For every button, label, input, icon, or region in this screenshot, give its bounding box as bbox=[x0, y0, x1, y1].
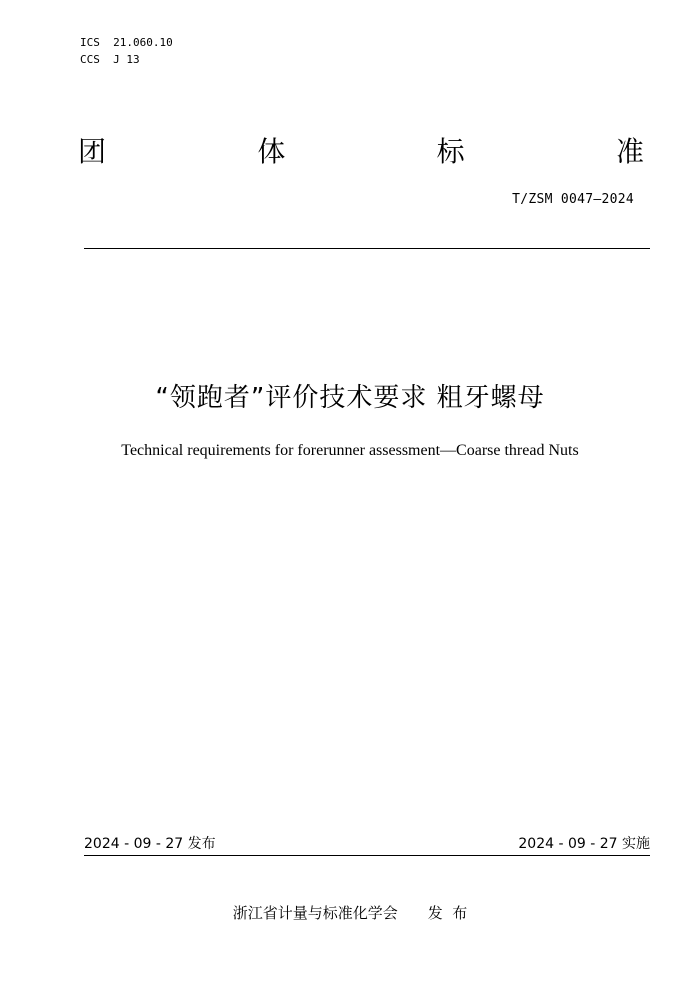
publisher-line bbox=[0, 902, 700, 924]
document-title-chinese: “领跑者”评价技术要求 粗牙螺母 bbox=[155, 383, 545, 413]
standard-type-char: 团 bbox=[78, 135, 107, 168]
standard-type-heading bbox=[78, 134, 644, 170]
header-divider bbox=[84, 248, 650, 249]
ccs-code: CCS J 13 bbox=[80, 53, 140, 66]
standard-type-char: 准 bbox=[615, 135, 644, 168]
publisher-action: 发 布 bbox=[427, 904, 468, 922]
implement-date: 2024 - 09 - 27 实施 bbox=[518, 836, 650, 852]
publish-date: 2024 - 09 - 27 发布 bbox=[84, 836, 216, 852]
footer-divider bbox=[84, 855, 650, 856]
standard-number: T/ZSM 0047—2024 bbox=[512, 192, 634, 207]
ics-code: ICS 21.060.10 bbox=[80, 36, 173, 49]
standard-type-char: 体 bbox=[257, 135, 286, 168]
publisher-name: 浙江省计量与标准化学会 bbox=[232, 904, 398, 922]
classification-codes bbox=[80, 34, 173, 68]
document-title-english: Technical requirements for forerunner assessment—Coarse thread Nuts bbox=[121, 442, 579, 459]
standard-type-char: 标 bbox=[436, 135, 465, 168]
